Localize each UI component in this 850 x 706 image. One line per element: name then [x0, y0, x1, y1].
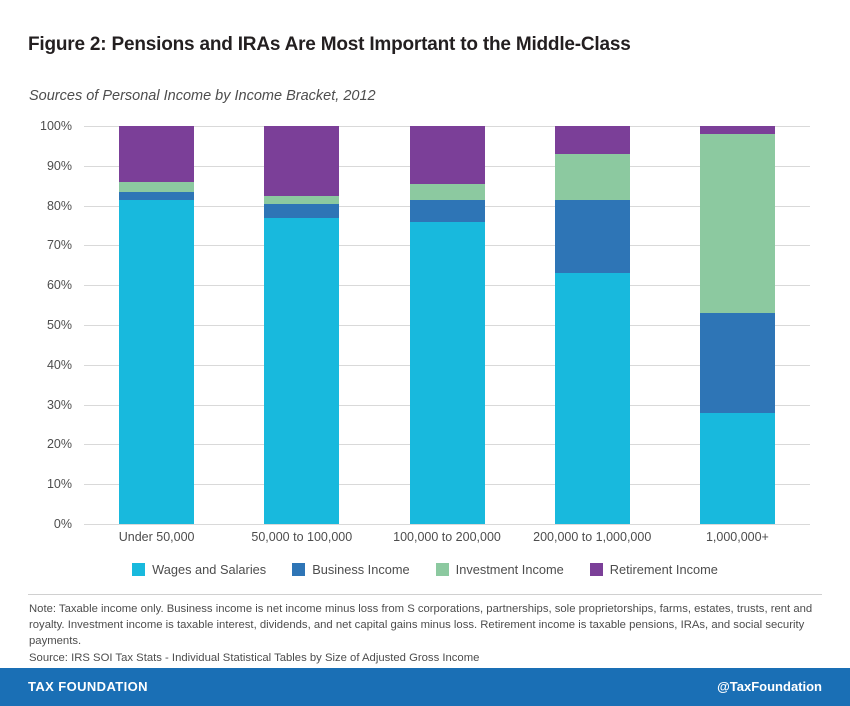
y-axis-tick-label: 10%	[46, 477, 72, 492]
chart-subtitle: Sources of Personal Income by Income Bracket, 2012	[29, 88, 376, 104]
plot-region	[84, 126, 810, 524]
y-axis-tick-label: 0%	[53, 517, 72, 531]
bar-segment[interactable]	[119, 192, 194, 200]
chart-legend	[28, 562, 822, 577]
bar-segment[interactable]	[264, 126, 339, 196]
x-axis-tick-label: 50,000 to 100,000	[251, 530, 353, 544]
y-axis-labels	[28, 119, 80, 531]
bar-segment[interactable]	[700, 134, 775, 313]
stacked-bar[interactable]	[700, 126, 775, 524]
y-axis-tick-label: 30%	[46, 397, 72, 412]
legend-label: Retirement Income	[609, 562, 718, 577]
note-divider	[28, 594, 822, 595]
bar-slot	[229, 126, 374, 524]
x-axis-tick-label: Under 50,000	[118, 530, 195, 544]
chart-area	[28, 118, 822, 544]
legend-label: Business Income	[312, 562, 410, 577]
x-axis-tick-label: 200,000 to 1,000,000	[533, 530, 652, 544]
legend-item[interactable]	[590, 562, 718, 577]
bar-segment[interactable]	[410, 184, 485, 200]
legend-swatch-icon	[132, 563, 145, 576]
y-axis-tick-label: 80%	[46, 198, 72, 213]
bar-segment[interactable]	[700, 413, 775, 524]
footer-organization: TAX FOUNDATION	[28, 679, 148, 694]
x-axis-tick-label: 1,000,000+	[705, 530, 769, 544]
legend-swatch-icon	[436, 563, 449, 576]
chart-source: Source: IRS SOI Tax Stats - Individual Statistical Tables by Size of Adjusted Gross Income	[29, 652, 480, 664]
page-title: Figure 2: Pensions and IRAs Are Most Important to the Middle-Class	[28, 34, 631, 55]
stacked-bar[interactable]	[410, 126, 485, 524]
y-axis-tick-label: 90%	[46, 158, 72, 173]
bar-segment[interactable]	[700, 126, 775, 134]
bar-segment[interactable]	[119, 126, 194, 182]
bar-segment[interactable]	[264, 196, 339, 204]
bar-segment[interactable]	[119, 182, 194, 192]
legend-swatch-icon	[292, 563, 305, 576]
bar-segment[interactable]	[410, 222, 485, 524]
y-axis-tick-label: 70%	[46, 238, 72, 253]
stacked-bar[interactable]	[119, 126, 194, 524]
legend-item[interactable]	[292, 562, 409, 577]
stacked-bars	[84, 126, 810, 524]
gridline	[84, 524, 810, 525]
bar-segment[interactable]	[555, 154, 630, 200]
footer-bar	[0, 668, 850, 706]
legend-item[interactable]	[436, 562, 564, 577]
stacked-bar[interactable]	[555, 126, 630, 524]
y-axis-tick-label: 100%	[40, 119, 72, 133]
y-axis-tick-label: 60%	[46, 278, 72, 293]
bar-segment[interactable]	[410, 126, 485, 184]
bar-segment[interactable]	[700, 313, 775, 413]
bar-slot	[374, 126, 519, 524]
y-axis-tick-label: 40%	[46, 357, 72, 372]
bar-segment[interactable]	[555, 200, 630, 274]
stacked-bar[interactable]	[264, 126, 339, 524]
x-axis-labels	[84, 530, 810, 544]
legend-swatch-icon	[590, 563, 603, 576]
bar-segment[interactable]	[264, 204, 339, 218]
x-axis-tick-label: 100,000 to 200,000	[393, 530, 501, 544]
bar-segment[interactable]	[555, 126, 630, 154]
bar-segment[interactable]	[264, 218, 339, 524]
bar-slot	[520, 126, 665, 524]
bar-slot	[84, 126, 229, 524]
footer-handle: @TaxFoundation	[717, 679, 822, 694]
legend-label: Investment Income	[455, 562, 564, 577]
bar-segment[interactable]	[410, 200, 485, 222]
bar-slot	[665, 126, 810, 524]
legend-item[interactable]	[132, 562, 266, 577]
y-axis-tick-label: 20%	[46, 437, 72, 452]
bar-segment[interactable]	[119, 200, 194, 524]
legend-label: Wages and Salaries	[152, 562, 267, 577]
y-axis-tick-label: 50%	[46, 318, 72, 332]
bar-segment[interactable]	[555, 273, 630, 524]
chart-note: Note: Taxable income only. Business income is net income minus loss from S corporations, partnerships, sole proprietorships, farms, estates, trusts, rent and royalty. Investment income is taxable interest, dividends, and net capital gains minus loss. Retirement income is taxable pensions, IRAs, and social security payments.	[29, 603, 813, 648]
